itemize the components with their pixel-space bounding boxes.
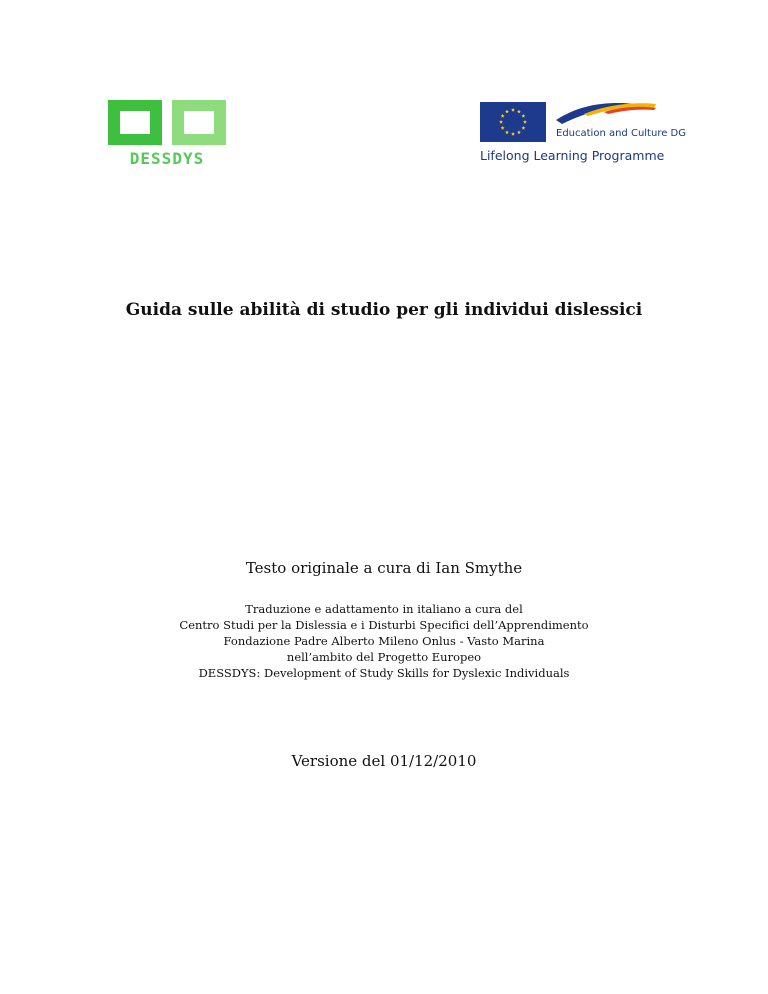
eu-flag-icon <box>480 102 546 142</box>
credits-line: nell’ambito del Progetto Europeo <box>286 650 482 664</box>
author-line: Testo originale a cura di Ian Smythe <box>245 559 523 577</box>
education-culture-dg-text: Education and Culture DG <box>556 128 686 139</box>
dessdys-wordmark: DESSDYS <box>129 149 205 168</box>
credits-line: DESSDYS: Development of Study Skills for Dyslexic Individuals <box>198 666 570 680</box>
eu-llp-logo <box>474 98 686 168</box>
lifelong-learning-programme-text: Lifelong Learning Programme <box>480 148 665 163</box>
dessdys-logo <box>108 100 226 170</box>
credits-line: Centro Studi per la Dislessia e i Disturbi Specifici dell’Apprendimento <box>179 618 589 632</box>
dessdys-logo-mark <box>108 100 226 145</box>
credits-line: Fondazione Padre Alberto Mileno Onlus - Vasto Marina <box>223 634 545 648</box>
document-title: Guida sulle abilità di studio per gli individui dislessici <box>125 300 643 320</box>
version-line: Versione del 01/12/2010 <box>291 752 477 770</box>
education-culture-swoosh-icon <box>554 98 658 126</box>
credits-line: Traduzione e adattamento in italiano a cura del <box>245 602 523 616</box>
credits-block <box>0 601 768 681</box>
